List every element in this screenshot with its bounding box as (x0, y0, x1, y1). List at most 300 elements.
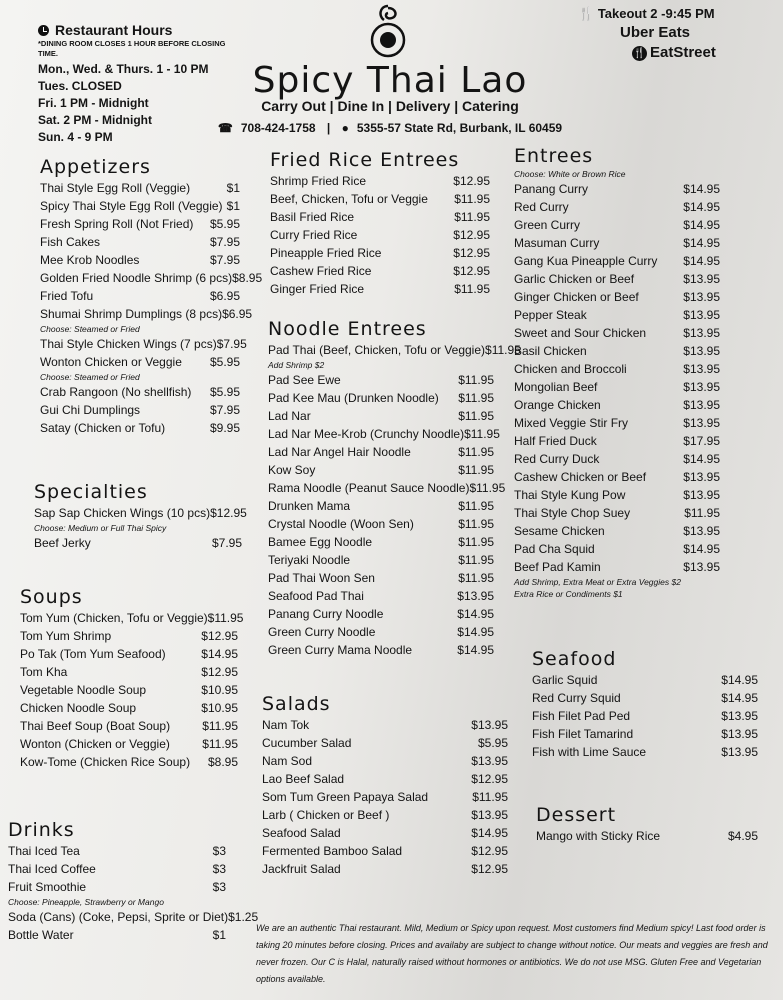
item-price: $17.95 (683, 434, 720, 448)
menu-item (40, 251, 240, 269)
item-price: $12.95 (453, 228, 490, 242)
item-price: $6.95 (209, 289, 240, 303)
item-price: $12.95 (201, 665, 238, 679)
item-price: $12.95 (471, 862, 508, 876)
item-name: Fish with Lime Sauce (532, 745, 647, 759)
item-name: Cashew Chicken or Beef (514, 470, 647, 484)
drinks-section (8, 818, 259, 944)
item-name: Curry Fried Rice (270, 228, 358, 242)
brand-title: Spicy Thai Lao (252, 60, 528, 101)
eatstreet-text: EatStreet (650, 44, 716, 61)
section-title: Seafood (532, 648, 617, 670)
section-title: Entrees (514, 145, 594, 167)
item-name: Seafood Salad (262, 826, 341, 840)
entrees-section (514, 144, 720, 600)
section-title: Soups (20, 586, 83, 608)
fork-knife-icon: 🍴 (578, 6, 595, 21)
item-price: $13.95 (471, 754, 508, 768)
item-price: $11.95 (202, 719, 238, 733)
item-price: $14.95 (683, 218, 720, 232)
item-name: Po Tak (Tom Yum Seafood) (20, 647, 166, 661)
item-price: $13.95 (683, 524, 720, 538)
menu-item (262, 716, 508, 734)
noodle-entrees-section (268, 317, 521, 659)
menu-item (8, 860, 226, 878)
item-price: $14.95 (457, 643, 494, 657)
item-name: Jackfruit Salad (262, 862, 341, 876)
item-name: Chicken Noodle Soup (20, 701, 137, 715)
item-price: $14.95 (457, 607, 494, 621)
item-price: $11.95 (454, 192, 490, 206)
phone-number: 708-424-1758 (240, 121, 316, 135)
menu-item (514, 342, 720, 360)
item-name: Pineapple Fried Rice (270, 246, 382, 260)
item-name: Mango with Sticky Rice (536, 829, 661, 843)
item-price: $11.95 (458, 535, 494, 549)
item-price: $14.95 (201, 647, 238, 661)
item-price: $11.95 (458, 571, 494, 585)
menu-item (262, 752, 508, 770)
item-price: $10.95 (201, 683, 238, 697)
menu-item (270, 190, 490, 208)
menu-item (40, 383, 240, 401)
item-name: Thai Iced Coffee (8, 862, 96, 876)
item-name: Crab Rangoon (No shellfish) (40, 385, 192, 399)
item-name: Lad Nar Mee-Krob (Crunchy Noodle) (268, 427, 465, 441)
item-price: $13.95 (683, 344, 720, 358)
menu-item (514, 432, 720, 450)
item-name: Half Fried Duck (514, 434, 597, 448)
item-price: $11.95 (684, 506, 720, 520)
menu-item (262, 734, 508, 752)
item-price: $14.95 (683, 542, 720, 556)
item-name: Orange Chicken (514, 398, 601, 412)
item-price: $3 (212, 880, 226, 894)
item-price: $13.95 (457, 589, 494, 603)
menu-item (40, 197, 240, 215)
menu-item (268, 407, 494, 425)
hours-line: Tues. CLOSED (38, 79, 122, 93)
item-name: Masuman Curry (514, 236, 600, 250)
item-name: Seafood Pad Thai (268, 589, 364, 603)
item-price: $14.95 (683, 182, 720, 196)
item-name: Bamee Egg Noodle (268, 535, 373, 549)
takeout-hours (578, 6, 778, 22)
item-price: $11.95 (458, 373, 494, 387)
section-items (262, 716, 508, 878)
hours-line: Mon., Wed. & Thurs. 1 - 10 PM (38, 62, 209, 76)
item-price: $13.95 (683, 272, 720, 286)
menu-item (40, 401, 240, 419)
menu-item (268, 551, 494, 569)
item-price: $14.95 (457, 625, 494, 639)
menu-item (8, 908, 259, 926)
menu-item (270, 262, 490, 280)
item-price: $5.95 (209, 385, 240, 399)
item-note: Add Shrimp, Extra Meat or Extra Veggies $2 (514, 577, 681, 587)
item-price: $13.95 (471, 808, 508, 822)
item-price: $11.95 (458, 463, 494, 477)
menu-item (514, 198, 720, 216)
clock-icon (38, 25, 49, 36)
eatstreet-icon: 🍴 (633, 48, 646, 59)
item-note: Choose: Steamed or Fried (40, 372, 140, 382)
item-name: Panang Curry (514, 182, 589, 196)
item-price: $5.95 (209, 355, 240, 369)
item-price: $11.95 (454, 282, 490, 296)
item-price: $11.95 (202, 737, 238, 751)
item-price: $13.95 (683, 380, 720, 394)
eatstreet-logo (632, 44, 716, 61)
item-name: Red Curry (514, 200, 569, 214)
item-price: $8.95 (207, 755, 238, 769)
item-name: Shumai Shrimp Dumplings (8 pcs) (40, 307, 223, 321)
menu-item (268, 389, 494, 407)
item-price: $11.95 (464, 427, 500, 441)
item-price: $5.95 (477, 736, 508, 750)
item-name: Soda (Cans) (Coke, Pepsi, Sprite or Diet) (8, 910, 229, 924)
menu-item (536, 827, 758, 845)
menu-item (20, 753, 238, 771)
item-name: Nam Sod (262, 754, 313, 768)
spiral-logo-icon (360, 2, 416, 58)
item-price: $8.95 (232, 271, 263, 285)
item-name: Fruit Smoothie (8, 880, 87, 894)
menu-item (514, 522, 720, 540)
item-price: $14.95 (683, 254, 720, 268)
menu-item (532, 743, 758, 761)
item-price: $14.95 (683, 200, 720, 214)
item-name: Mee Krob Noodles (40, 253, 140, 267)
section-items (514, 168, 720, 600)
section-title: Specialties (34, 481, 148, 503)
item-name: Spicy Thai Style Egg Roll (Veggie) (40, 199, 223, 213)
menu-item (8, 878, 226, 896)
item-note: Choose: White or Brown Rice (514, 169, 626, 179)
section-title: Salads (262, 693, 331, 715)
menu-item (40, 335, 247, 353)
item-name: Pad See Ewe (268, 373, 341, 387)
menu-item (268, 623, 494, 641)
appetizers-section (40, 155, 263, 437)
item-name: Garlic Chicken or Beef (514, 272, 635, 286)
item-name: Kow Soy (268, 463, 316, 477)
menu-item (40, 419, 240, 437)
menu-item (40, 353, 240, 371)
menu-item (268, 443, 494, 461)
item-name: Pepper Steak (514, 308, 587, 322)
section-items (40, 179, 263, 437)
item-price: $11.95 (458, 499, 494, 513)
menu-item (20, 681, 238, 699)
item-name: Teriyaki Noodle (268, 553, 351, 567)
item-name: Thai Style Chop Suey (514, 506, 631, 520)
item-name: Gui Chi Dumplings (40, 403, 141, 417)
item-name: Pad Thai (Beef, Chicken, Tofu or Veggie) (268, 343, 486, 357)
phone-icon: ☎ (217, 121, 233, 135)
specialties-section (34, 480, 247, 552)
item-name: Pad Thai Woon Sen (268, 571, 375, 585)
section-items (34, 504, 247, 552)
item-name: Bottle Water (8, 928, 74, 942)
item-price: $13.95 (683, 326, 720, 340)
menu-item (20, 663, 238, 681)
item-price: $10.95 (201, 701, 238, 715)
item-price: $12.95 (471, 844, 508, 858)
hours-line: Sun. 4 - 9 PM (38, 130, 113, 144)
item-price: $7.95 (209, 253, 240, 267)
menu-item (270, 244, 490, 262)
item-name: Tom Yum (Chicken, Tofu or Veggie) (20, 611, 208, 625)
section-items (268, 341, 521, 659)
item-name: Rama Noodle (Peanut Sauce Noodle) (268, 481, 470, 495)
item-name: Beef, Chicken, Tofu or Veggie (270, 192, 428, 206)
section-title: Drinks (8, 819, 75, 841)
menu-item (514, 360, 720, 378)
item-name: Lad Nar (268, 409, 311, 423)
item-price: $4.95 (727, 829, 758, 843)
item-name: Fried Tofu (40, 289, 94, 303)
item-price: $11.95 (458, 391, 494, 405)
item-name: Fermented Bamboo Salad (262, 844, 403, 858)
item-price: $12.95 (201, 629, 238, 643)
item-name: Wonton Chicken or Veggie (40, 355, 182, 369)
menu-item (514, 486, 720, 504)
item-price: $14.95 (683, 236, 720, 250)
menu-item (262, 860, 508, 878)
section-items (8, 842, 259, 944)
item-name: Thai Style Chicken Wings (7 pcs) (40, 337, 217, 351)
menu-item (8, 926, 226, 944)
item-name: Thai Beef Soup (Boat Soup) (20, 719, 171, 733)
item-price: $3 (212, 862, 226, 876)
menu-item (532, 707, 758, 725)
item-price: $1.25 (228, 910, 259, 924)
section-items (532, 671, 758, 761)
item-price: $13.95 (683, 308, 720, 322)
item-price: $11.95 (458, 553, 494, 567)
fried-rice-section (270, 148, 490, 298)
item-name: Tom Kha (20, 665, 68, 679)
menu-item (268, 425, 500, 443)
item-name: Nam Tok (262, 718, 310, 732)
section-title: Noodle Entrees (268, 318, 427, 340)
item-price: $13.95 (721, 727, 758, 741)
item-price: $1 (226, 199, 240, 213)
menu-item (40, 179, 240, 197)
item-name: Basil Fried Rice (270, 210, 355, 224)
menu-item (8, 842, 226, 860)
item-name: Cucumber Salad (262, 736, 352, 750)
menu-item (514, 450, 720, 468)
menu-item (268, 605, 494, 623)
item-price: $12.95 (453, 264, 490, 278)
menu-item (514, 378, 720, 396)
item-name: Red Curry Squid (532, 691, 621, 705)
menu-item (514, 504, 720, 522)
item-price: $12.95 (210, 506, 247, 520)
item-price: $14.95 (721, 691, 758, 705)
menu-item (20, 699, 238, 717)
item-name: Pad Cha Squid (514, 542, 595, 556)
menu-item (268, 515, 494, 533)
menu-item (514, 234, 720, 252)
item-name: Mongolian Beef (514, 380, 598, 394)
menu-item (514, 468, 720, 486)
item-name: Shrimp Fried Rice (270, 174, 367, 188)
footer-note: We are an authentic Thai restaurant. Mild, Medium or Spicy upon request. Most customers find Medium spicy! Last food order is taking 20 minutes before closing. Prices and availaby are subject to change without notice. Our meats and veggies are fresh and never frozen. Our C is Halal, naturally raised without hormones or antibiotics. We do not use MSG. Gluten Free and Vegetarian options available. (256, 923, 768, 984)
menu-item (514, 414, 720, 432)
menu-item (34, 534, 242, 552)
item-note: Extra Rice or Condiments $1 (514, 589, 623, 599)
item-name: Larb ( Chicken or Beef ) (262, 808, 390, 822)
item-name: Lao Beef Salad (262, 772, 345, 786)
item-price: $11.95 (454, 210, 490, 224)
section-title: Fried Rice Entrees (270, 149, 460, 171)
item-price: $11.95 (469, 481, 506, 495)
menu-item (514, 540, 720, 558)
menu-item (514, 324, 720, 342)
item-name: Green Curry Mama Noodle (268, 643, 413, 657)
item-name: Crystal Noodle (Woon Sen) (268, 517, 414, 531)
dessert-section (536, 803, 758, 845)
menu-item (514, 306, 720, 324)
item-price: $12.95 (453, 174, 490, 188)
menu-item (40, 233, 240, 251)
item-price: $13.95 (683, 398, 720, 412)
item-price: $14.95 (683, 452, 720, 466)
item-note: Choose: Pineapple, Strawberry or Mango (8, 897, 164, 907)
services-line: Carry Out | Dine In | Delivery | Catering (261, 98, 519, 114)
menu-item (514, 396, 720, 414)
menu-item (514, 270, 720, 288)
item-price: $11.95 (458, 517, 494, 531)
item-price: $5.95 (209, 217, 240, 231)
menu-item (532, 689, 758, 707)
item-price: $13.95 (683, 362, 720, 376)
item-price: $7.95 (211, 536, 242, 550)
contact-line (200, 121, 580, 135)
item-name: Cashew Fried Rice (270, 264, 372, 278)
item-name: Sweet and Sour Chicken (514, 326, 647, 340)
hours-title-row (38, 22, 238, 39)
item-note: Add Shrimp $2 (268, 360, 325, 370)
item-name: Thai Style Egg Roll (Veggie) (40, 181, 191, 195)
menu-item (270, 280, 490, 298)
item-name: Vegetable Noodle Soup (20, 683, 147, 697)
item-name: Golden Fried Noodle Shrimp (6 pcs) (40, 271, 233, 285)
item-name: Red Curry Duck (514, 452, 600, 466)
section-title: Appetizers (40, 156, 151, 178)
item-price: $11.95 (458, 445, 494, 459)
item-name: Satay (Chicken or Tofu) (40, 421, 166, 435)
menu-item (20, 627, 238, 645)
item-name: Tom Yum Shrimp (20, 629, 112, 643)
item-price: $6.95 (222, 307, 253, 321)
menu-item (40, 269, 263, 287)
item-price: $11.95 (472, 790, 508, 804)
item-price: $11.95 (458, 409, 494, 423)
item-price: $13.95 (683, 470, 720, 484)
item-price: $13.95 (471, 718, 508, 732)
item-price: $13.95 (683, 290, 720, 304)
item-name: Fresh Spring Roll (Not Fried) (40, 217, 194, 231)
item-price: $7.95 (209, 403, 240, 417)
menu-item (514, 216, 720, 234)
item-name: Fish Filet Pad Ped (532, 709, 631, 723)
menu-item (262, 806, 508, 824)
item-name: Green Curry (514, 218, 581, 232)
item-price: $13.95 (721, 709, 758, 723)
item-price: $7.95 (209, 235, 240, 249)
item-price: $11.95 (207, 611, 244, 625)
item-name: Thai Iced Tea (8, 844, 80, 858)
menu-item (514, 180, 720, 198)
menu-item (532, 725, 758, 743)
menu-item (268, 587, 494, 605)
item-name: Drunken Mama (268, 499, 351, 513)
menu-item (20, 645, 238, 663)
menu-item (40, 305, 253, 323)
item-price: $9.95 (209, 421, 240, 435)
hours-line: Fri. 1 PM - Midnight (38, 96, 149, 110)
item-name: Thai Style Kung Pow (514, 488, 626, 502)
hours-note: *DINING ROOM CLOSES 1 HOUR BEFORE CLOSING TIME. (38, 39, 226, 58)
uber-eats-logo: Uber Eats (620, 24, 691, 41)
menu-item (268, 641, 494, 659)
item-price: $13.95 (683, 488, 720, 502)
item-name: Sesame Chicken (514, 524, 605, 538)
divider: | (326, 121, 331, 135)
item-name: Ginger Chicken or Beef (514, 290, 639, 304)
item-name: Fish Filet Tamarind (532, 727, 634, 741)
item-price: $14.95 (721, 673, 758, 687)
item-name: Ginger Fried Rice (270, 282, 365, 296)
address: 5355-57 State Rd, Burbank, IL 60459 (356, 121, 563, 135)
menu-item (270, 208, 490, 226)
item-name: Gang Kua Pineapple Curry (514, 254, 658, 268)
item-name: Beef Pad Kamin (514, 560, 601, 574)
item-price: $7.95 (216, 337, 247, 351)
item-note: Choose: Medium or Full Thai Spicy (34, 523, 167, 533)
item-price: $12.95 (471, 772, 508, 786)
item-name: Fish Cakes (40, 235, 101, 249)
menu-item (532, 671, 758, 689)
item-price: $14.95 (471, 826, 508, 840)
item-name: Kow-Tome (Chicken Rice Soup) (20, 755, 191, 769)
soups-section (20, 585, 244, 771)
menu-item (20, 735, 238, 753)
item-name: Mixed Veggie Stir Fry (514, 416, 629, 430)
section-title: Dessert (536, 804, 617, 826)
menu-item (262, 824, 508, 842)
item-note: Choose: Steamed or Fried (40, 324, 140, 334)
item-name: Garlic Squid (532, 673, 598, 687)
menu-item (262, 788, 508, 806)
seafood-section (532, 647, 758, 761)
menu-item (514, 288, 720, 306)
item-name: Chicken and Broccoli (514, 362, 627, 376)
hours-line: Sat. 2 PM - Midnight (38, 113, 152, 127)
item-price: $12.95 (453, 246, 490, 260)
menu-item (268, 533, 494, 551)
menu-item (20, 717, 238, 735)
item-name: Basil Chicken (514, 344, 587, 358)
item-price: $11.95 (485, 343, 521, 357)
item-price: $13.95 (683, 560, 720, 574)
item-name: Sap Sap Chicken Wings (10 pcs) (34, 506, 211, 520)
menu-item (270, 172, 490, 190)
